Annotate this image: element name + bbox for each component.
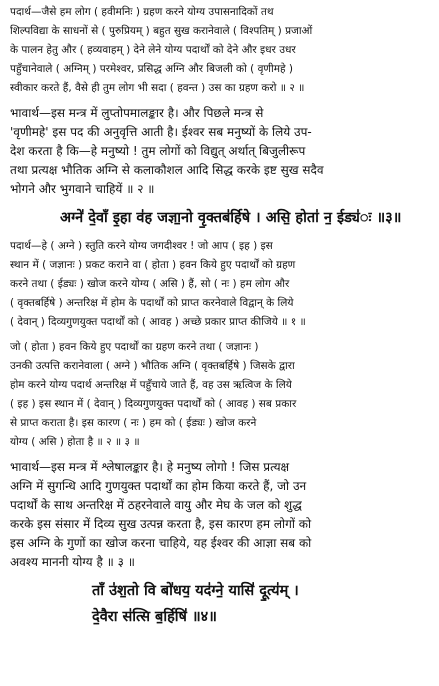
text-line: ( इह ) इस स्थान में ( देवान् ) दिव्यगुणयुक्त पदार्थों को ( आवह ) सब प्रकार (10, 398, 297, 410)
text-line: इस अग्नि के गुणों का खोज करना चाहिये, यह ईश्वर की आज्ञा सब को (10, 536, 312, 550)
text-line: भावार्थ—इस मन्त्र में लुप्तोपमालङ्कार है। और पिछले मन्त्र से (10, 106, 264, 120)
text-line: अवश्य माननी योग्य है ॥ ३ ॥ (10, 555, 135, 569)
text-line: पदार्थ—हे ( अग्ने ) स्तुति करने योग्य जगदीश्वर ! जो आप ( इह ) इस (10, 240, 273, 252)
text-line: योग्य ( असि ) होता है ॥ २ ॥ ३ ॥ (10, 436, 140, 448)
text-line: जो ( होता ) हवन किये हुए पदार्थों का ग्रहण करने तथा ( जज्ञानः ) (10, 341, 259, 353)
bhavartha-3-block (10, 458, 427, 572)
text-line: उनकी उत्पत्ति करानेवाला ( अग्ने ) भौतिक अग्नि ( वृक्तबर्हिषे ) जिसके द्वारा (10, 360, 295, 372)
text-line: पदार्थ—जैसे हम लोग ( हवीमनिः ) ग्रहण करने योग्य उपासनादिकों तथ (10, 6, 274, 18)
text-line: करने तथा ( ईड्यः ) खोज करने योग्य ( असि ) हैं, सो ( नः ) हम लोग और (10, 278, 290, 290)
text-line: 'वृणीमहे' इस पद की अनुवृत्ति आती है। ईश्वर सब मनुष्यों के लिये उप- (10, 125, 312, 139)
text-line: स्वीकार करते हैं, वैसे ही तुम लोग भी सदा ( हवन्त ) उस का ग्रहण करो ॥ २ ॥ (10, 82, 305, 94)
padartha-3b-block (10, 338, 427, 452)
mantra-4-verse-line-1: ताँ उ॑श॒तो वि बो॑धय॒ यद॑ग्ने॒ यासि॑ दू॒त्य॑म् । (92, 582, 299, 599)
text-line: भोगने और भुगवाने चाहियें ॥ २ ॥ (10, 182, 155, 196)
text-line: भावार्थ—इस मन्त्र में श्लेषालङ्कार है। हे मनुष्य लोगो ! जिस प्रत्यक्ष (10, 460, 290, 474)
text-line: पदार्थों के साथ अन्तरिक्ष में ठहरनेवाले वायु और मेघ के जल को शुद्ध (10, 498, 302, 512)
text-line: देश करता है कि—हे मनुष्यो ! तुम लोगों को विद्युत् अर्थात् बिजुलीरूप (10, 144, 306, 158)
padartha-3-block (10, 237, 427, 332)
mantra-4-verse-line-2: दे॒वैरा स॑त्सि ब॒र्हिषि॑ ॥४॥ (92, 608, 217, 625)
mantra-3-verse: अग्ने॑ दे॒वाँ इ॒हा व॑ह जज्ञा॒नो वृ॒क्तब॑र्हिषे । असि॒ होता॑ न॒ ईड्य॑ः ॥३॥ (60, 209, 402, 226)
text-line: स्थान में ( जज्ञानः ) प्रकट कराने वा ( होता ) हवन किये हुए पदार्थों को ग्रहण (10, 259, 296, 271)
text-line: से प्राप्त कराता है। इस कारण ( नः ) हम को ( ईड्यः ) खोज करने (10, 417, 257, 429)
text-line: ( वृक्तबर्हिषे ) अन्तरिक्ष में होम के पदार्थों को प्राप्त करनेवाले विद्वान् के लिये (10, 297, 294, 309)
text-line: अग्नि में सुगन्धि आदि गुणयुक्त पदार्थों का होम किया करते हैं, जो उन (10, 479, 307, 493)
text-line: होम करने योग्य पदार्थ अन्तरिक्ष में पहुँचाये जाते हैं, वह उस ऋत्विज के लिये (10, 379, 292, 391)
text-line: तथा प्रत्यक्ष भौतिक अग्नि से कलाकौशल आदि सिद्ध करके इष्ट सुख सदैव (10, 163, 324, 177)
padartha-2-block (10, 3, 427, 98)
text-line: शिल्पविद्या के साधनों से ( पुरुप्रियम् ) बहुत सुख करानेवाले ( विश्पतिम् ) प्रजाओं (10, 25, 313, 37)
text-line: पहुँचानेवाले ( अग्निम् ) परमेश्वर, प्रसिद्ध अग्नि और बिजली को ( वृणीमहे ) (10, 63, 294, 75)
text-line: ( देवान् ) दिव्यगुणयुक्त पदार्थों को ( आवह ) अच्छे प्रकार प्राप्त कीजिये ॥ १ ॥ (10, 316, 306, 328)
bhavartha-2-block (10, 104, 427, 199)
text-line: के पालन हेतु और ( हव्यवाहम् ) देने लेने योग्य पदार्थों को देने और इधर उधर (10, 44, 296, 56)
text-line: करके इस संसार में दिव्य सुख उत्पन्न करता है, इस कारण हम लोगों को (10, 517, 312, 531)
